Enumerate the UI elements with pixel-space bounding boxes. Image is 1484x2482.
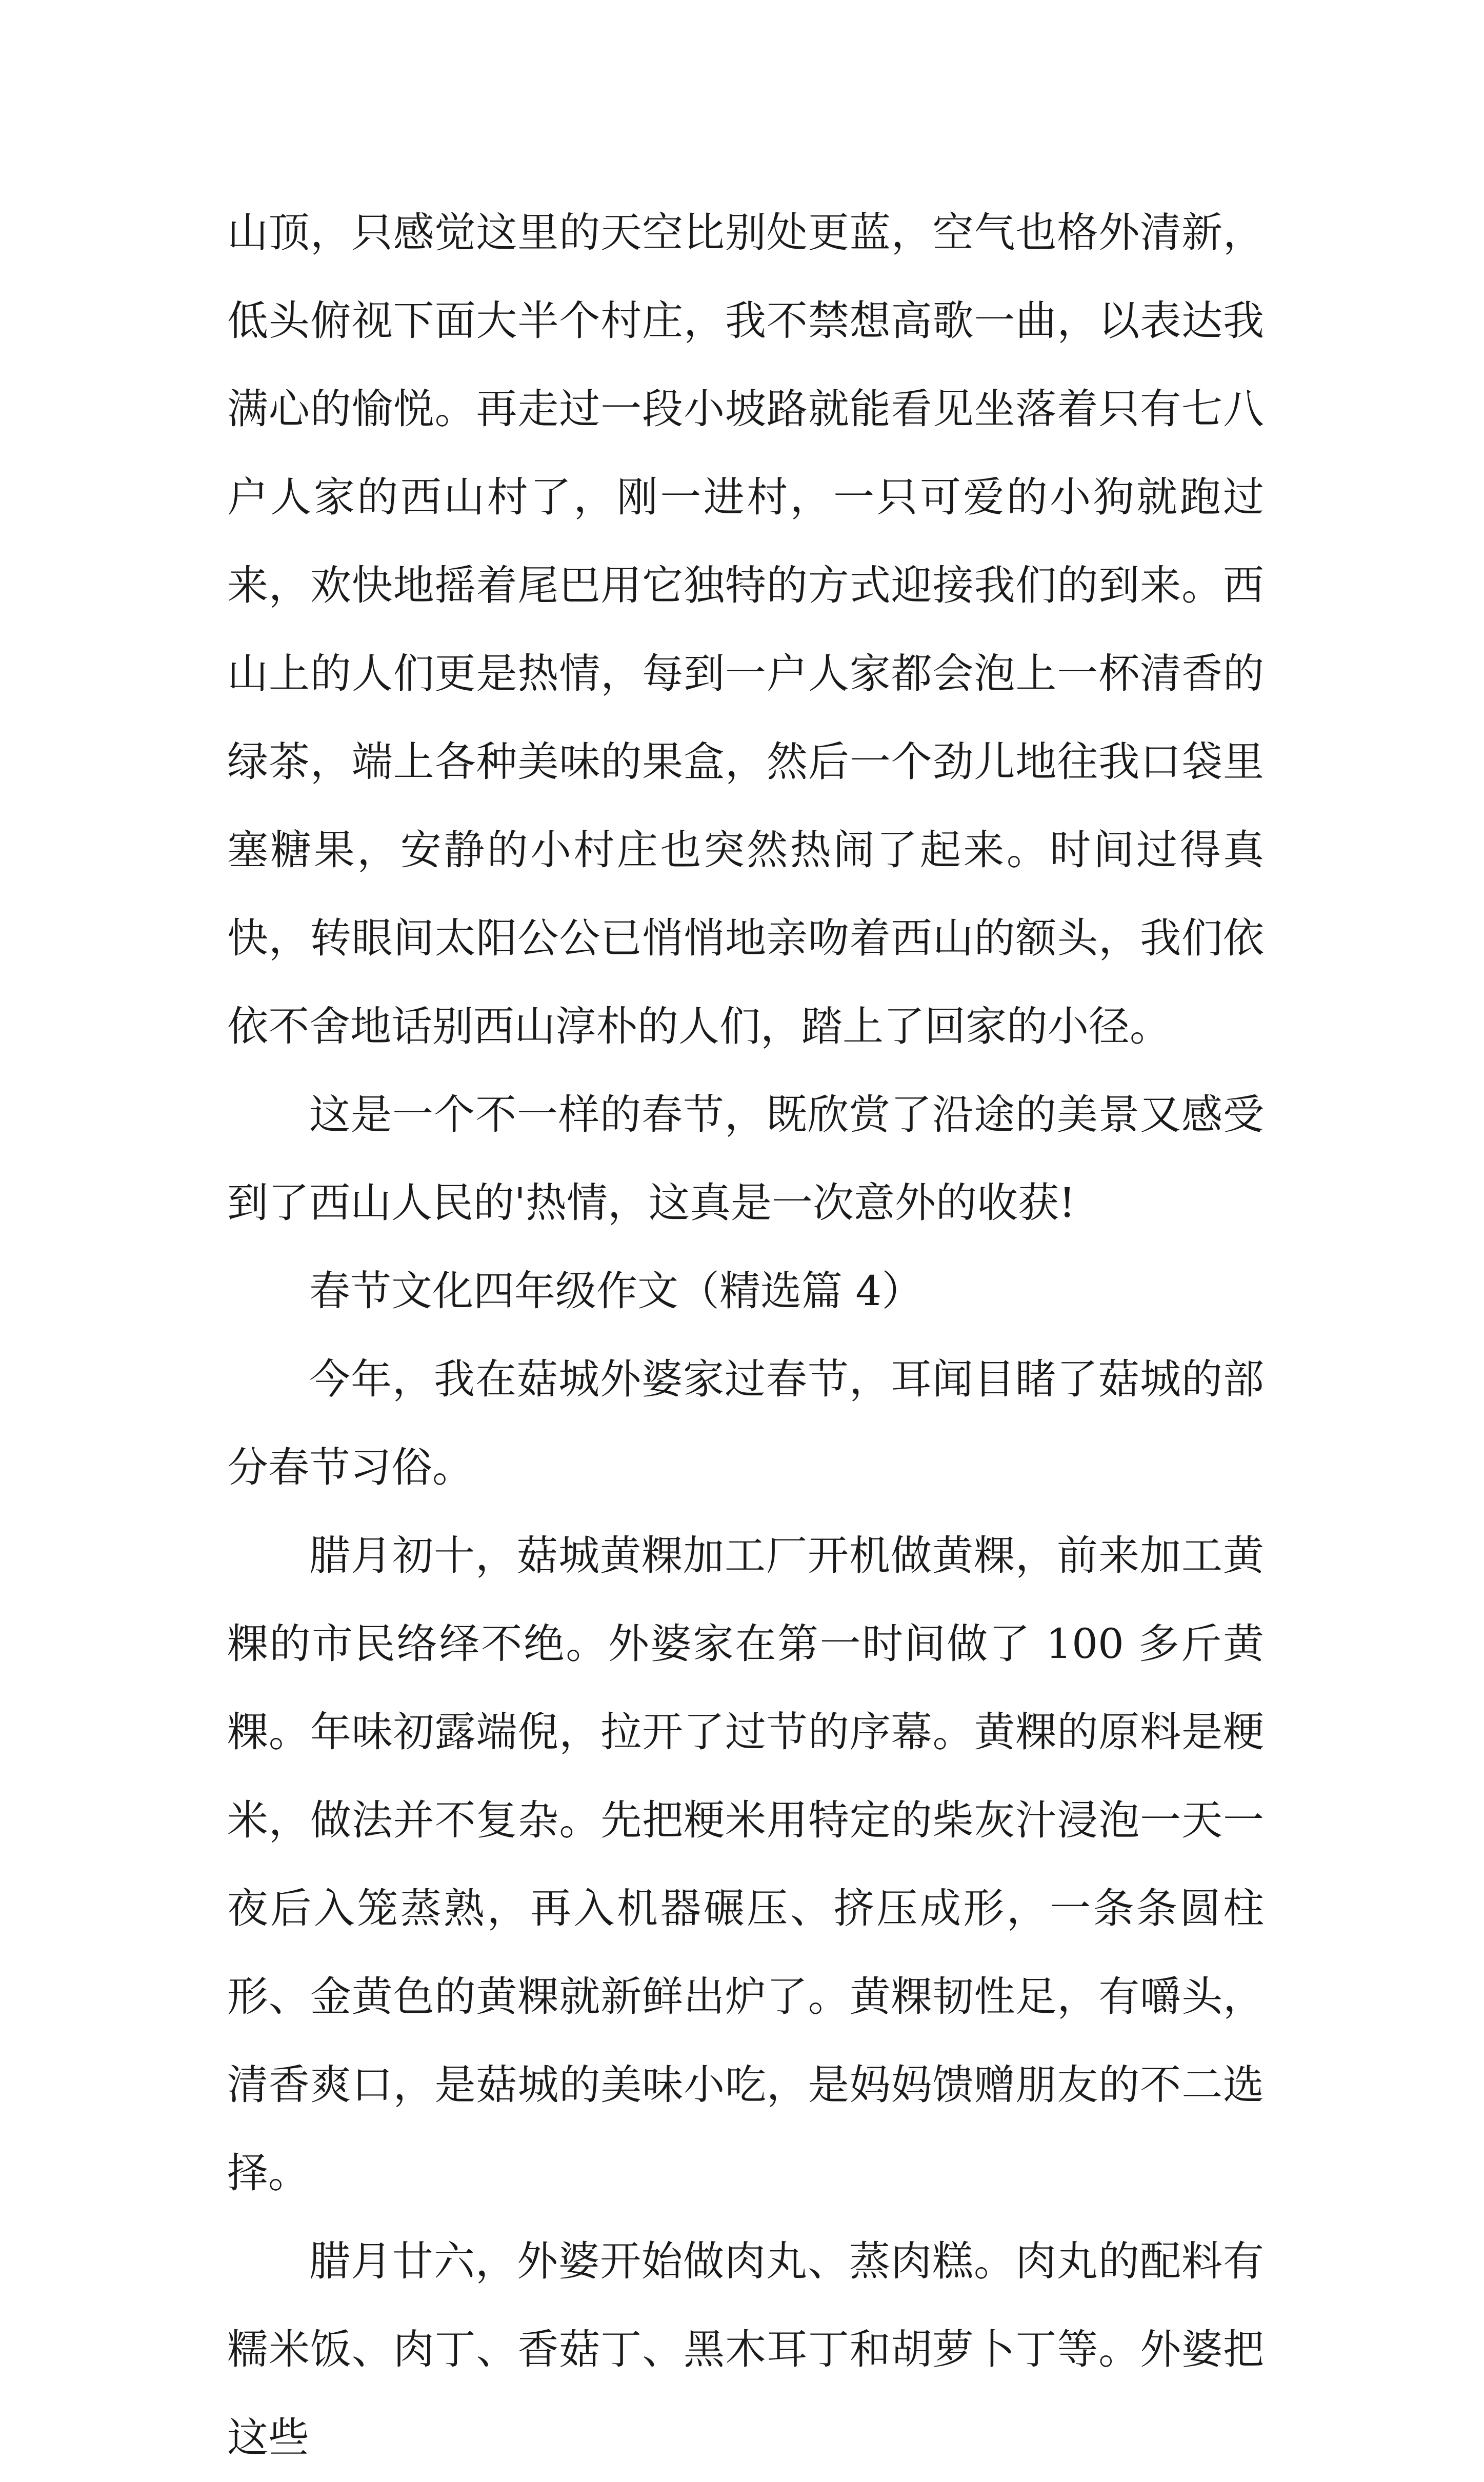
paragraph-intro: 今年，我在菇城外婆家过春节，耳闻目睹了菇城的部分春节习俗。 xyxy=(227,1355,1264,1491)
paragraph-continuation: 山顶，只感觉这里的天空比别处更蓝，空气也格外清新，低头俯视下面大半个村庄，我不禁想高歌一曲，以表达我满心的愉悦。再走过一段小坡路就能看见坐落着只有七八户人家的西山村了，刚一进村，一只可爱的小狗就跑过来，欢快地摇着尾巴用它独特的方式迎接我们的到来。西山上的人们更是热情，每到一户人家都会泡上一杯清香的绿茶，端上各种美味的果盒，然后一个劲儿地往我口袋里塞糖果，安静的小村庄也突然热闹了起来。时间过得真快，转眼间太阳公公已悄悄地亲吻着西山的额头，我们依依不舍地话别西山淳朴的人们，踏上了回家的小径。 xyxy=(227,209,1264,1050)
paragraph-huangguo: 腊月初十，菇城黄粿加工厂开机做黄粿，前来加工黄粿的市民络绎不绝。外婆家在第一时间做了 100 多斤黄粿。年味初露端倪，拉开了过节的序幕。黄粿的原料是粳米，做法并不复杂。先把粳米用特定的柴灰汁浸泡一天一夜后入笼蒸熟，再入机器碾压、挤压成形，一条条圆柱形、金黄色的黄粿就新鲜出炉了。黄粿韧性足，有嚼头，清香爽口，是菇城的美味小吃，是妈妈馈赠朋友的不二选择。 xyxy=(227,1532,1264,2197)
section-heading: 春节文化四年级作文（精选篇 4） xyxy=(309,1267,923,1315)
paragraph-meatballs: 腊月廿六，外婆开始做肉丸、蒸肉糕。肉丸的配料有糯米饭、肉丁、香菇丁、黑木耳丁和胡萝卜丁等。外婆把这些 xyxy=(227,2237,1264,2461)
document-body xyxy=(227,189,1264,2482)
paragraph-conclusion: 这是一个不一样的春节，既欣赏了沿途的美景又感受到了西山人民的'热情，这真是一次意外的收获! xyxy=(227,1091,1264,1227)
